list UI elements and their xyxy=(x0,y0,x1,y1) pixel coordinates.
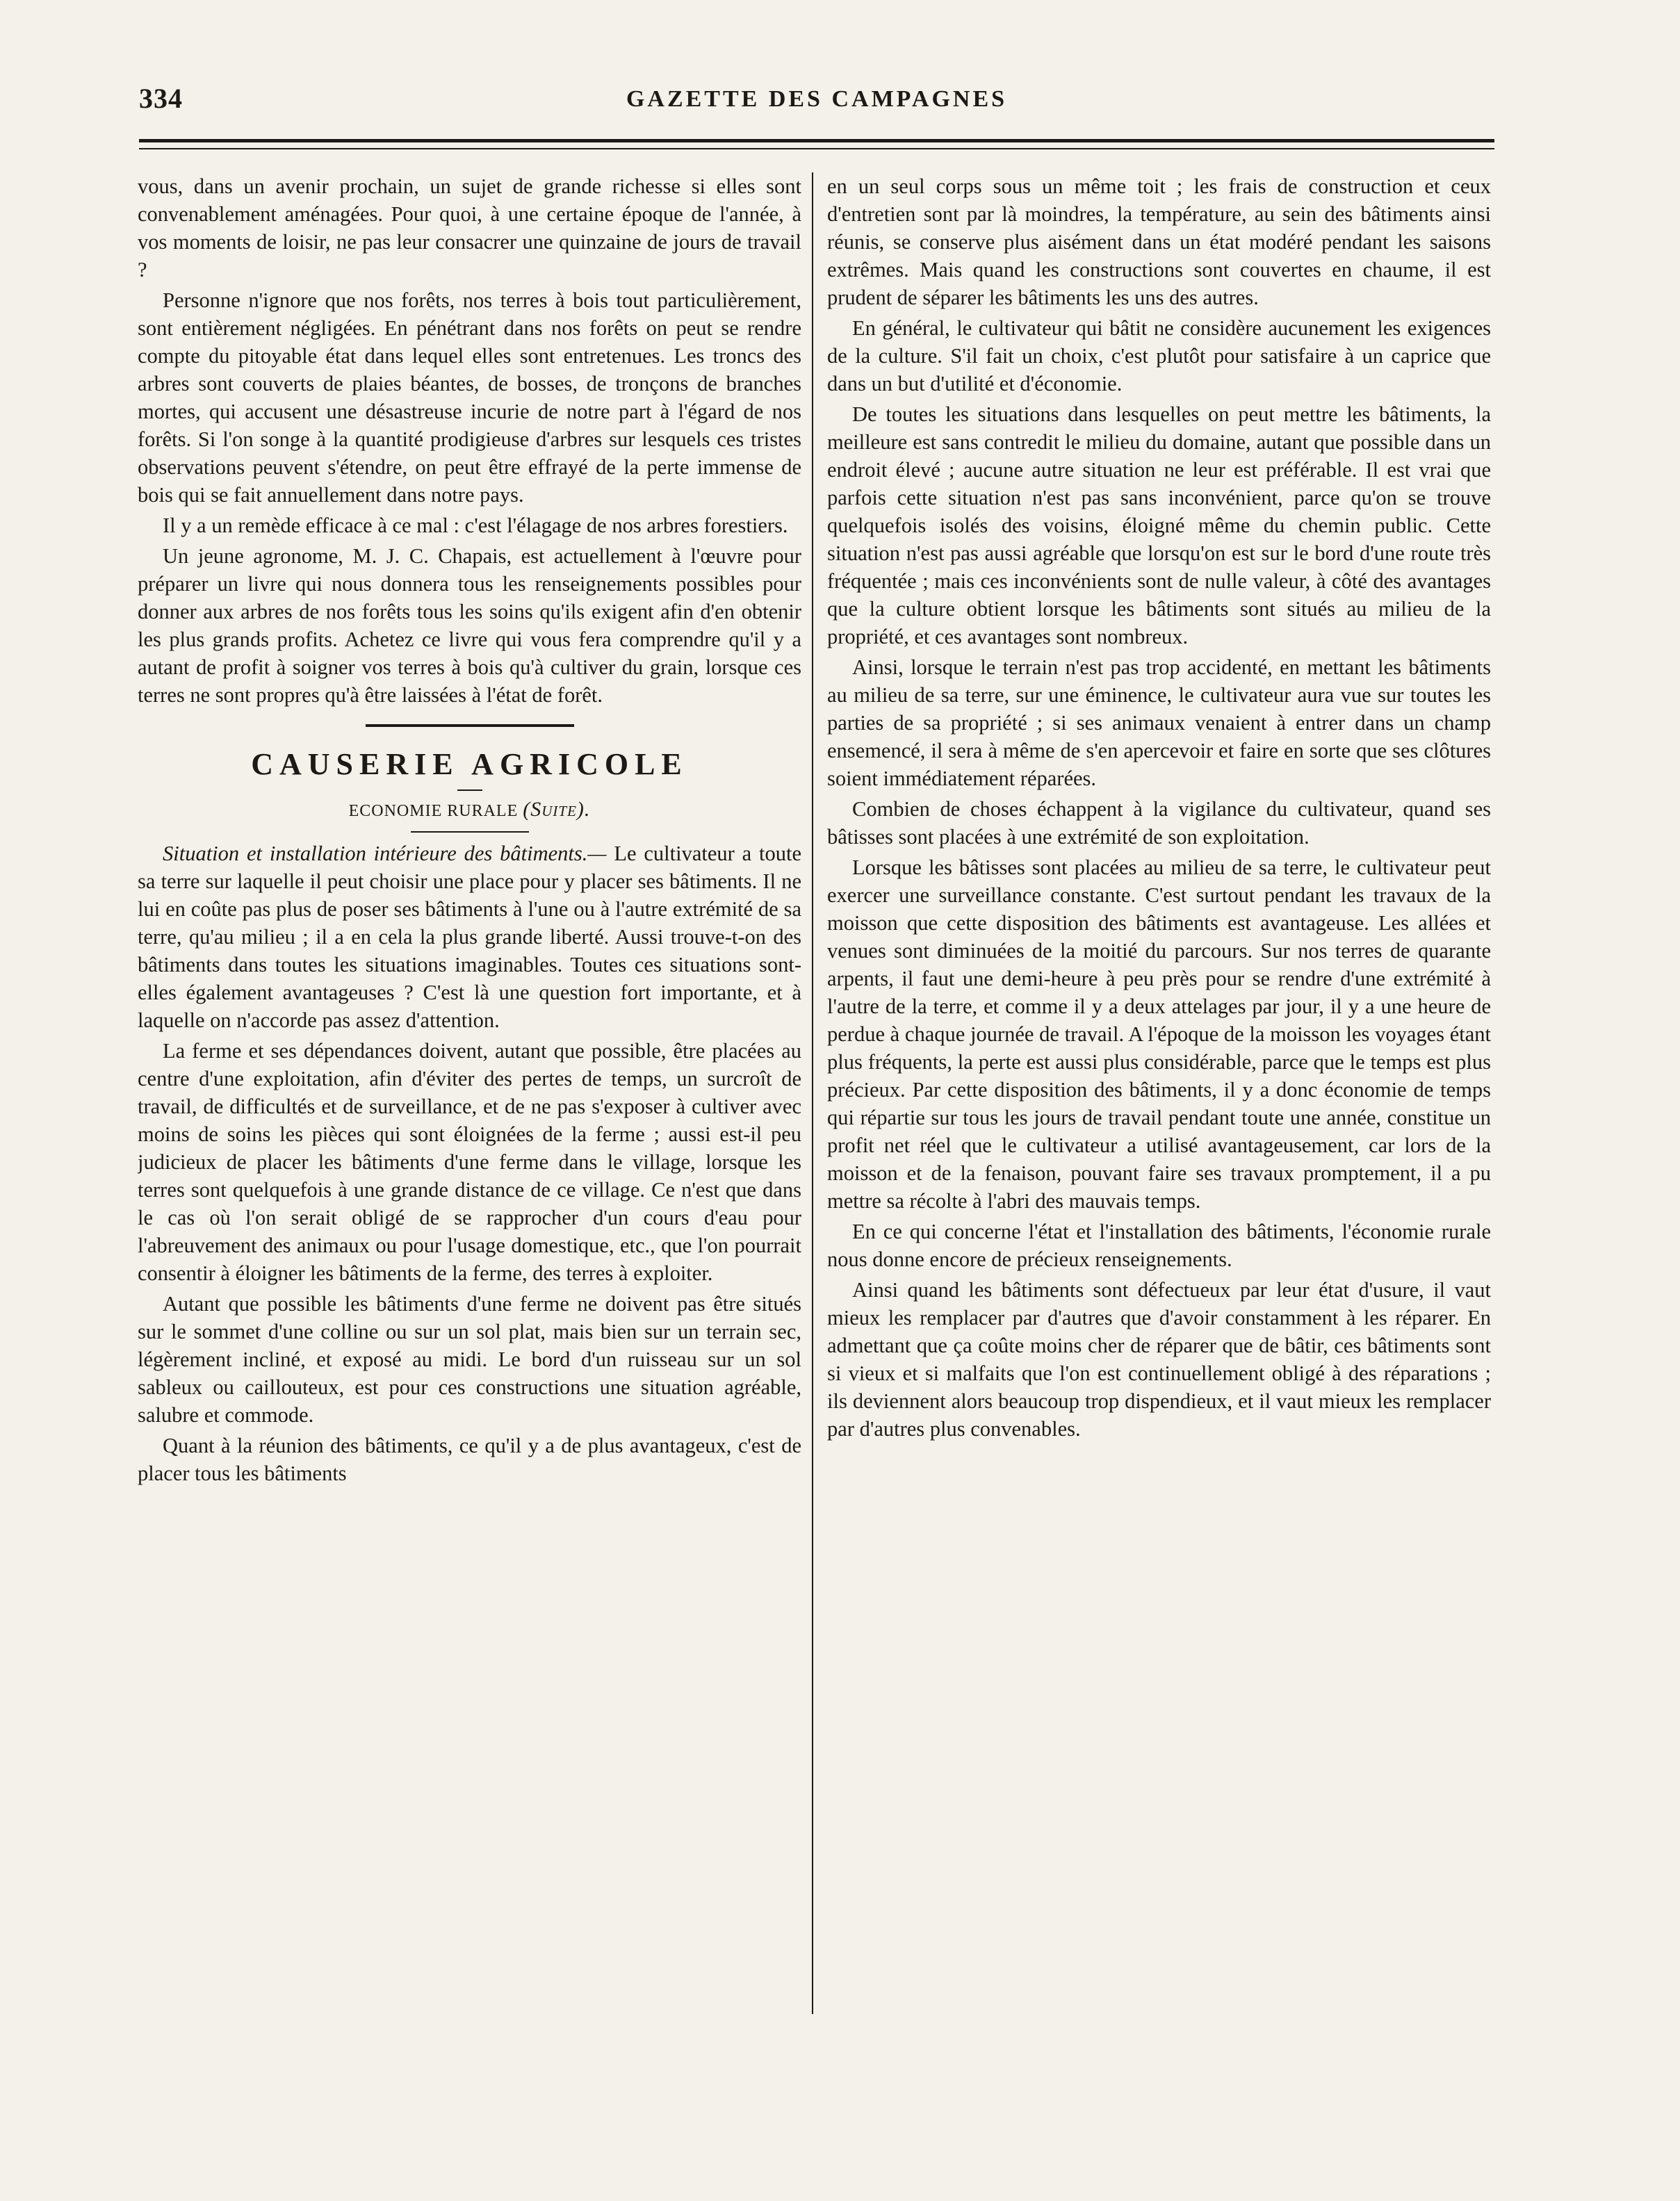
title-dash xyxy=(457,789,482,791)
paragraph: Quant à la réunion des bâtiments, ce qu'il y a de plus avantageux, c'est de placer tous les bâtiments xyxy=(138,1434,801,1485)
paragraph: Ainsi quand les bâtiments sont défectueux par leur état d'usure, il vaut mieux les remplacer par d'autres que d'avoir constamment à les réparer. En admettant que ça coûte moins cher de réparer que de bâtir, ces bâtiments sont si vieux et si malfaits que l'on est continuellement obligé à des réparations ; ils deviennent alors beaucoup trop dispendieux, et il vaut mieux les remplacer par d'autres plus convenables. xyxy=(827,1278,1491,1441)
subsection-dash xyxy=(411,831,529,833)
paragraph: De toutes les situations dans lesquelles on peut mettre les bâtiments, la meilleure est sans contredit le milieu du domaine, autant que possible dans un endroit élevé ; aucune autre situation ne leur est préférable. Il est vrai que parfois cette situation n'est pas sans inconvénient, parce qu'on se trouve quelquefois isolés des voisins, éloigné même du chemin public. Cette situation n'est pas aussi agréable que lorsqu'on est sur le bord d'une route très fréquentée ; mais ces inconvénients sont de nulle valeur, à côté des avantages que la culture obtient lorsque les bâtiments sont situés au milieu de la propriété, et ces avantages sont nombreux. xyxy=(827,402,1491,648)
paragraph: En ce qui concerne l'état et l'installation des bâtiments, l'économie rurale nous donne encore de précieux renseignements. xyxy=(827,1220,1491,1271)
paragraph: En général, le cultivateur qui bâtit ne considère aucunement les exigences de la culture. S'il fait un choix, c'est plutôt pour satisfaire à un caprice que dans un but d'utilité et d'économie. xyxy=(827,316,1491,395)
paragraph xyxy=(138,840,801,1034)
subsection-suffix: (Suite). xyxy=(523,798,591,821)
paragraph: Combien de choses échappent à la vigilance du cultivateur, quand ses bâtisses sont placées à une extrémité de son exploitation. xyxy=(827,797,1491,849)
column-divider xyxy=(812,172,813,2014)
page-header xyxy=(139,82,1494,124)
section-divider xyxy=(366,724,574,727)
paragraph: Lorsque les bâtisses sont placées au milieu de sa terre, le cultivateur peut exercer une surveillance constante. C'est surtout pendant les travaux de la moisson que cette disposition des bâtiments est avantageuse. Les allées et venues sont diminuées de la moitié du parcours. Sur nos terres de quarante arpents, il faut une demi-heure à peu près pour se rendre d'une extrémité à l'autre de la terre, et comme il y a deux attelages par jour, il y a une heure de perdue à chaque journée de travail. A l'époque de la moisson les voyages étant plus fréquents, la perte est aussi plus considérable, parce que le temps est plus précieux. Par cette disposition des bâtiments, il y a donc économie de temps qui répartie sur tous les jours de travail pendant toute une année, constitue un profit net réel que le cultivateur a utilisé avantageusement, car lors de la moisson et de la fenaison, pouvant faire ses travaux promptement, il a pu mettre sa récolte à l'abri des mauvais temps. xyxy=(827,856,1491,1213)
paragraph: Ainsi, lorsque le terrain n'est pas trop accidenté, en mettant les bâtiments au milieu de sa terre, sur une éminence, le cultivateur aura vue sur toutes les parties de sa propriété ; si ses animaux venaient à entrer dans un champ ensemencé, il sera à même de s'en apercevoir et faire en sorte que ses clôtures soient immédiatement réparées. xyxy=(827,655,1491,790)
paragraph: en un seul corps sous un même toit ; les frais de construction et ceux d'entretien sont par là moindres, la température, au sein des bâtiments ainsi réunis, se conserve plus aisément dans un état modéré pendant les saisons extrêmes. Mais quand les constructions sont couvertes en chaume, il est prudent de séparer les bâtiments les uns des autres. xyxy=(827,174,1491,309)
lead-italic: Situation et installation intérieure des bâtiments.— xyxy=(163,842,607,865)
paragraph: Un jeune agronome, M. J. C. Chapais, est actuellement à l'œuvre pour préparer un livre qui nous donnera tous les renseignements possibles pour donner aux arbres de nos forêts tous les soins qu'ils exigent afin d'en obtenir les plus grands profits. Achetez ce livre qui vous fera comprendre qu'il y a autant de profit à soigner vos terres à bois qu'à cultiver du grain, lorsque ces terres ne sont propres qu'à être laissées à l'état de forêt. xyxy=(138,544,801,707)
paragraph: vous, dans un avenir prochain, un sujet de grande richesse si elles sont convenablement aménagées. Pour quoi, à une certaine époque de l'année, à vos moments de loisir, ne pas leur consacrer une quinzaine de jours de travail ? xyxy=(138,174,801,281)
subsection-title-text: ECONOMIE RURALE xyxy=(348,802,519,820)
page-number: 334 xyxy=(139,83,183,114)
subsection-title xyxy=(138,796,801,824)
paragraph-text: Le cultivateur a toute sa terre sur laquelle il peut choisir une place pour y placer ses bâtiments. Il ne lui en coûte pas plus de poser ses bâtiments à l'une ou à l'autre extrémité de sa terre, qu'au milieu ; il a en cela la plus grande liberté. Aussi trouve-t-on des bâtiments dans toutes les situations imaginables. Toutes ces situations sont-elles également avantageuses ? C'est là une question fort importante, et à laquelle on n'accorde pas assez d'attention. xyxy=(138,842,801,1032)
paragraph: Il y a un remède efficace à ce mal : c'est l'élagage de nos arbres forestiers. xyxy=(163,514,788,537)
section-title: CAUSERIE AGRICOLE xyxy=(251,747,688,781)
right-column xyxy=(827,172,1491,2014)
paragraph: La ferme et ses dépendances doivent, autant que possible, être placées au centre d'une exploitation, afin d'éviter des pertes de temps, un surcroît de travail, de difficultés et de surveillance, et de ne pas s'exposer à cultiver avec moins de soins les pièces qui sont éloignées de la ferme ; aussi est-il peu judicieux de placer les bâtiments d'une ferme dans le village, lorsque les terres sont quelquefois à une grande distance de ce village. Ce n'est que dans le cas où l'on serait obligé de se rapprocher d'un cours d'eau pour l'abreuvement des animaux ou pour l'usage domestique, etc., que l'on pourrait consentir à éloigner les bâtiments de la ferme, des terres à exploiter. xyxy=(138,1039,801,1285)
journal-title: GAZETTE DES CAMPAGNES xyxy=(626,86,1008,112)
paragraph: Autant que possible les bâtiments d'une ferme ne doivent pas être situés sur le sommet d'une colline ou sur un sol plat, mais bien sur un terrain sec, légèrement incliné, et exposé au midi. Le bord d'un ruisseau sur un sol sableux ou caillouteux, est pour ces constructions une situation agréable, salubre et commode. xyxy=(138,1292,801,1427)
paragraph: Personne n'ignore que nos forêts, nos terres à bois tout particulièrement, sont entièrement négligées. En pénétrant dans nos forêts on peut se rendre compte du pitoyable état dans lequel elles sont entretenues. Les troncs des arbres sont couverts de plaies béantes, de bosses, de tronçons de branches mortes, qui accusent une désastreuse incurie de notre part à l'égard de nos forêts. Si l'on songe à la quantité prodigieuse d'arbres sur lesquels ces tristes observations peuvent s'étendre, on peut être effrayé de la perte immense de bois qui se fait annuellement dans notre pays. xyxy=(138,288,801,507)
left-column xyxy=(138,172,801,2014)
header-rule xyxy=(139,139,1494,142)
header-rule-thin xyxy=(139,148,1494,149)
